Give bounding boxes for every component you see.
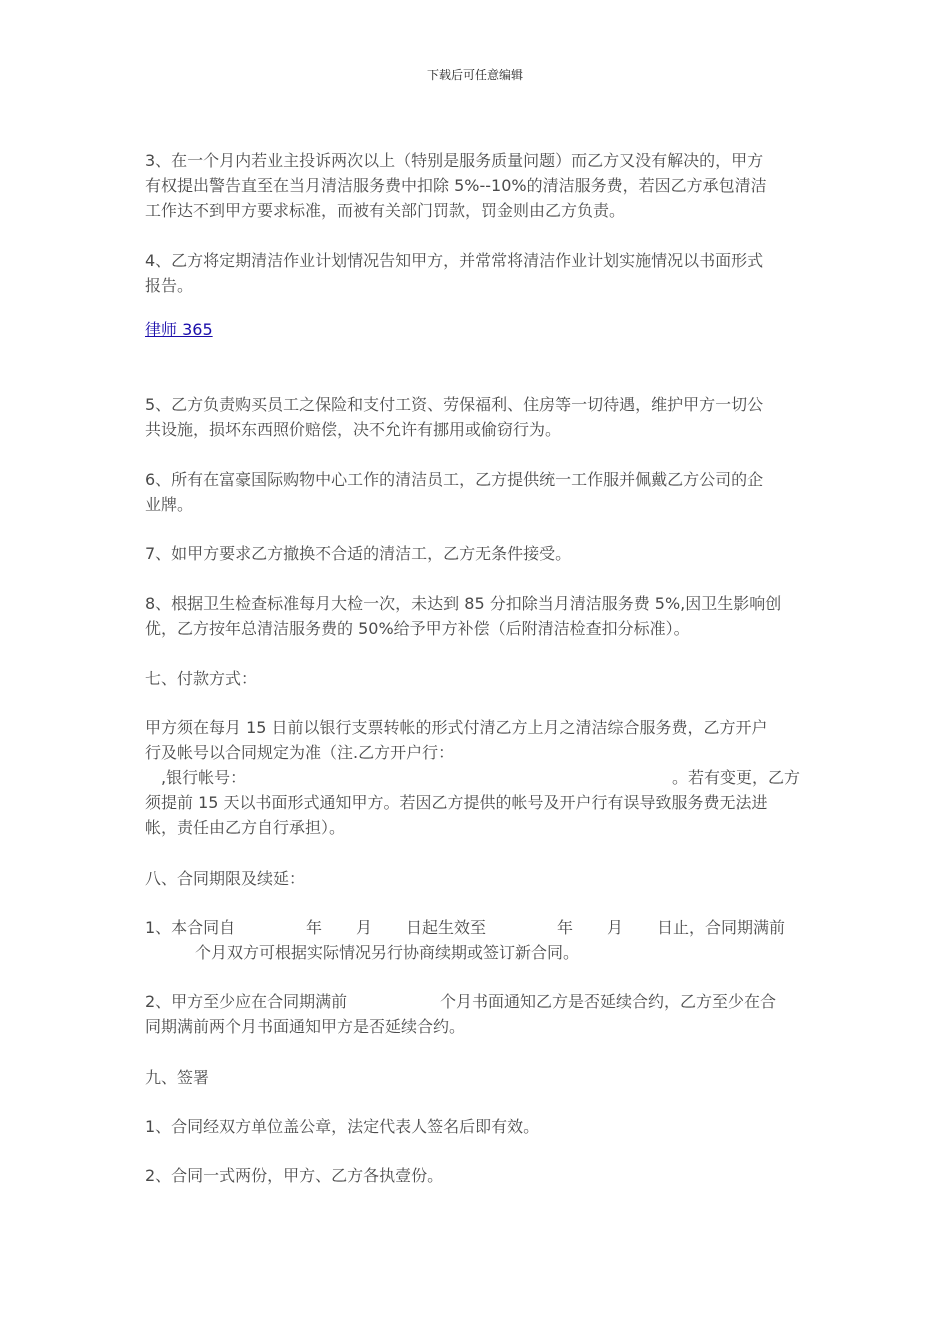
sign-clause-1 (145, 1114, 805, 1139)
term-clause-1 (145, 915, 805, 965)
section-9-title (145, 1065, 805, 1090)
term-clause-2 (145, 989, 805, 1039)
section-7-heading: 七、付款方式： (145, 669, 258, 688)
sign-clause-2 (145, 1163, 805, 1188)
sign-2-line: 2、合同一式两份，甲方、乙方各执壹份。 (145, 1166, 444, 1185)
term-2-line-2: 同期满前两个月书面通知甲方是否延续合约。 (145, 1017, 466, 1036)
term-1-effective: 日起生效至 (406, 918, 487, 937)
payment-line-4: 须提前 15 天以书面形式通知甲方。若因乙方提供的帐号及开户行有误导致服务费无法进 (145, 793, 768, 812)
term-1-year-1: 年 (306, 918, 323, 937)
lawyer-link-block (145, 317, 805, 342)
payment-line-2: 行及帐号以合同规定为准（注.乙方开户行： (145, 743, 455, 762)
lawyer365-link[interactable]: 律师 365 (145, 320, 213, 339)
term-2-line-1 (145, 989, 805, 1014)
clause-8 (145, 591, 805, 641)
clause-6 (145, 467, 805, 517)
payment-line-3 (145, 765, 805, 790)
term-1-line-2: 个月双方可根据实际情况另行协商续期或签订新合同。 (195, 943, 580, 962)
page-header: 下载后可任意编辑 (426, 68, 523, 82)
clause-3-line-3: 工作达不到甲方要求标准，而被有关部门罚款，罚金则由乙方负责。 (145, 201, 626, 220)
clause-8-line-1: 8、根据卫生检查标准每月大检一次，未达到 85 分扣除当月清洁服务费 5%,因卫生影响创 (145, 594, 782, 613)
clause-5-line-2: 共设施，损坏东西照价赔偿，决不允许有挪用或偷窃行为。 (145, 420, 562, 439)
clause-8-line-2: 优，乙方按年总清洁服务费的 50%给予甲方补偿（后附清洁检查扣分标准）。 (145, 619, 690, 638)
term-2-notice: 个月书面通知乙方是否延续合约，乙方至少在合 (440, 992, 777, 1011)
clause-3-line-1: 3、在一个月内若业主投诉两次以上（特别是服务质量问题）而乙方又没有解决的，甲方 (145, 151, 764, 170)
clause-6-line-1: 6、所有在富豪国际购物中心工作的清洁员工，乙方提供统一工作服并佩戴乙方公司的企 (145, 470, 764, 489)
payment-change-notice: 。若有变更，乙方 (672, 768, 801, 787)
clause-5-line-1: 5、乙方负责购买员工之保险和支付工资、劳保福利、住房等一切待遇，维护甲方一切公 (145, 395, 764, 414)
section-8-title (145, 866, 805, 891)
section-7-title (145, 666, 805, 691)
clause-4 (145, 248, 805, 298)
term-1-month-2: 月 (607, 918, 624, 937)
bank-account-label: ,银行帐号： (161, 768, 247, 787)
payment-line-5: 帐，责任由乙方自行承担）。 (145, 818, 346, 837)
clause-7 (145, 541, 805, 566)
payment-line-1: 甲方须在每月 15 日前以银行支票转帐的形式付清乙方上月之清洁综合服务费，乙方开户 (145, 718, 768, 737)
term-1-start: 1、本合同自 (145, 918, 236, 937)
term-1-end: 日止，合同期满前 (657, 918, 786, 937)
term-1-month-1: 月 (356, 918, 373, 937)
clause-4-line-1: 4、乙方将定期清洁作业计划情况告知甲方，并常常将清洁作业计划实施情况以书面形式 (145, 251, 764, 270)
clause-3-line-2: 有权提出警告直至在当月清洁服务费中扣除 5%--10%的清洁服务费，若因乙方承包清洁 (145, 176, 767, 195)
sign-1-line: 1、合同经双方单位盖公章，法定代表人签名后即有效。 (145, 1117, 540, 1136)
term-1-year-2: 年 (557, 918, 574, 937)
clause-3 (145, 148, 805, 223)
clause-7-line: 7、如甲方要求乙方撤换不合适的清洁工，乙方无条件接受。 (145, 544, 572, 563)
section-9-heading: 九、签署 (145, 1068, 210, 1087)
section-8-heading: 八、合同期限及续延： (145, 869, 306, 888)
term-1-line-1 (145, 915, 805, 940)
clause-6-line-2: 业牌。 (145, 495, 194, 514)
payment-terms (145, 715, 805, 840)
term-2-start: 2、甲方至少应在合同期满前 (145, 992, 348, 1011)
clause-5 (145, 392, 805, 442)
clause-4-line-2: 报告。 (145, 276, 194, 295)
